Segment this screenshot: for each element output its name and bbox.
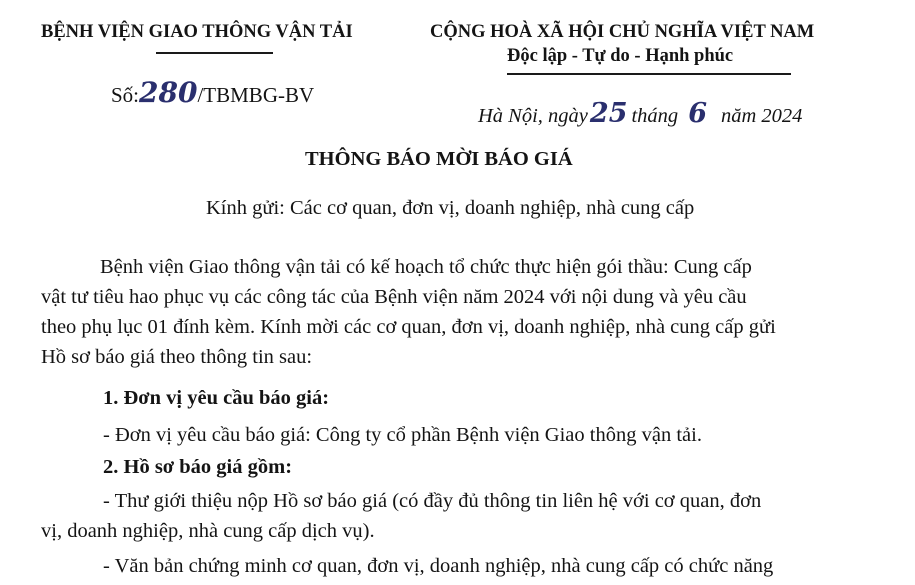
doc-number-suffix: /TBMBG-BV (197, 83, 315, 107)
intro-line-1: Bệnh viện Giao thông vận tải có kế hoạch tổ chức thực hiện gói thầu: Cung cấp (100, 256, 752, 278)
document-title: THÔNG BÁO MỜI BÁO GIÁ (305, 148, 573, 170)
org-underline (156, 52, 273, 54)
month-handwritten: 6 (688, 98, 707, 129)
doc-number-handwritten: 280 (139, 76, 198, 109)
section-2-item-2-line-1: - Văn bản chứng minh cơ quan, đơn vị, doanh nghiệp, nhà cung cấp có chức năng (103, 555, 774, 577)
year-text: năm 2024 (720, 105, 803, 127)
place-date-prefix: Hà Nội, ngày (478, 105, 588, 127)
doc-number-prefix: Số: (111, 83, 140, 107)
national-motto: Độc lập - Tự do - Hạnh phúc (507, 46, 734, 66)
month-word: tháng (631, 105, 679, 127)
motto-underline (507, 73, 791, 75)
intro-line-4: Hồ sơ báo giá theo thông tin sau: (41, 346, 313, 368)
recipient-line: Kính gửi: Các cơ quan, đơn vị, doanh nghiệp, nhà cung cấp (206, 197, 695, 219)
section-2-heading: 2. Hồ sơ báo giá gồm: (103, 456, 293, 478)
day-handwritten: 25 (589, 98, 628, 129)
section-2-item-1-line-2: vị, doanh nghiệp, nhà cung cấp dịch vụ). (41, 520, 375, 542)
section-1-item: - Đơn vị yêu cầu báo giá: Công ty cổ phần Bệnh viện Giao thông vận tải. (103, 424, 702, 446)
intro-line-3: theo phụ lục 01 đính kèm. Kính mời các cơ quan, đơn vị, doanh nghiệp, nhà cung cấp gửi (41, 316, 776, 338)
section-2-item-1-line-1: - Thư giới thiệu nộp Hồ sơ báo giá (có đầy đủ thông tin liên hệ với cơ quan, đơn (103, 490, 762, 512)
place-and-date (478, 98, 802, 129)
organization-name: BỆNH VIỆN GIAO THÔNG VẬN TẢI (41, 22, 353, 42)
country-name: CỘNG HOÀ XÃ HỘI CHỦ NGHĨA VIỆT NAM (430, 22, 815, 42)
document-number (111, 76, 314, 109)
section-1-heading: 1. Đơn vị yêu cầu báo giá: (103, 387, 330, 409)
intro-line-2: vật tư tiêu hao phục vụ các công tác của Bệnh viện năm 2024 với nội dung và yêu cầu (41, 286, 747, 308)
